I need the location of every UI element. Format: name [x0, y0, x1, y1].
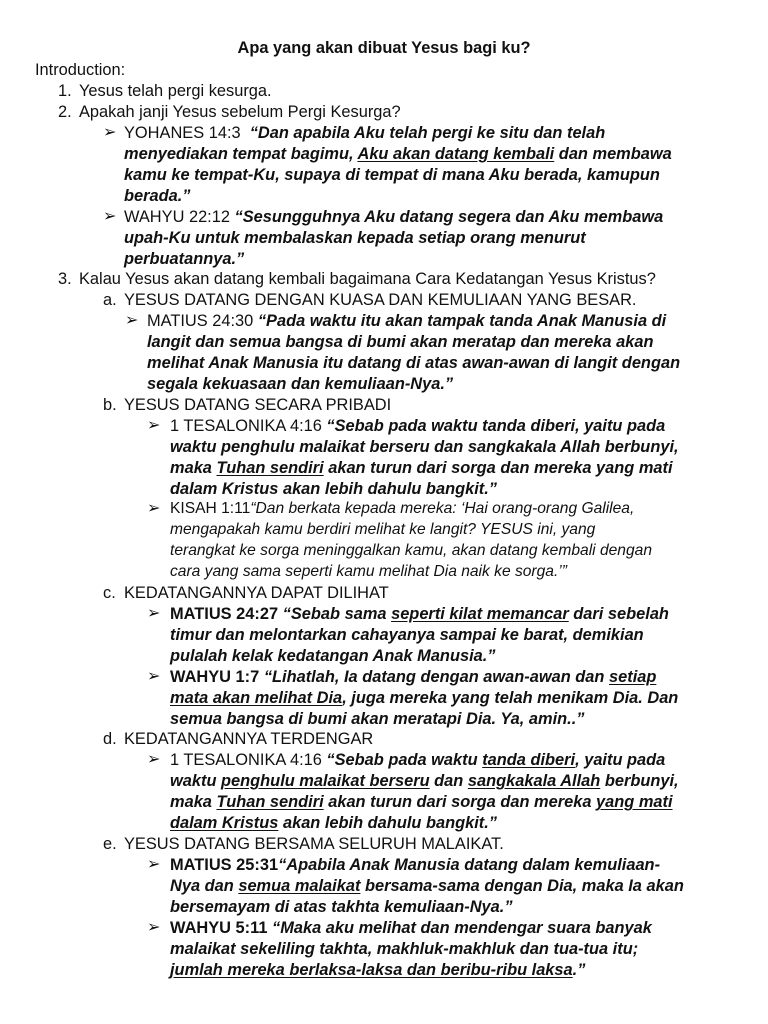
verse-line	[170, 855, 660, 876]
verse-ref: WAHYU 22:12	[124, 208, 230, 226]
verse-text: akan lebih dahulu bangkit.”	[278, 814, 497, 832]
verse-text: “Pada waktu itu akan tampak tanda Anak Manusia di	[257, 312, 667, 330]
verse-underlined: setiap	[609, 668, 657, 686]
verse-line: mengapakah kamu berdiri melihat ke langit? YESUS ini, yang	[170, 521, 596, 538]
verse-text: menyediakan tempat bagimu,	[124, 145, 358, 163]
verse-text: Nya dan	[170, 877, 239, 895]
verse-line	[124, 123, 605, 144]
verse-ref: MATIUS 24:30	[147, 312, 254, 330]
verse-line: kamu ke tempat-Ku, supaya di tempat di mana Aku berada, kamupun	[124, 166, 660, 184]
verse-text: “Sebab sama	[282, 605, 392, 623]
verse-text: , yaitu pada	[575, 751, 666, 769]
section-heading: KEDATANGANNYA TERDENGAR	[124, 730, 374, 748]
verse-line: langit dan semua bangsa di bumi akan meratap dan mereka akan	[147, 333, 654, 351]
verse-text	[326, 751, 665, 769]
verse-line	[170, 604, 669, 625]
verse-line: pulalah kelak kedatangan Anak Manusia.”	[170, 647, 496, 665]
section-heading: KEDATANGANNYA DAPAT DILIHAT	[124, 584, 389, 602]
verse-line	[170, 750, 665, 771]
bullet-arrow-icon: ➢	[125, 312, 139, 329]
bullet-arrow-icon: ➢	[147, 856, 161, 873]
verse-line: bersemayam di atas takhta kemuliaan-Nya.”	[170, 898, 513, 916]
verse-line: berada.”	[124, 187, 191, 205]
page-title: Apa yang akan dibuat Yesus bagi ku?	[237, 39, 531, 57]
bullet-arrow-icon: ➢	[103, 208, 117, 225]
verse-ref: MATIUS 25:31	[170, 856, 279, 874]
verse-line: segala kekuasaan dan kemuliaan-Nya.”	[147, 375, 454, 393]
verse-underlined: seperti kilat memancar	[391, 605, 569, 623]
verse-ref: 1 TESALONIKA 4:16	[170, 417, 322, 435]
verse-line	[170, 499, 634, 520]
verse-text: berbunyi,	[600, 772, 679, 790]
section-heading: YESUS DATANG BERSAMA SELURUH MALAIKAT.	[124, 835, 504, 853]
verse-line: malaikat sekeliling takhta, makhluk-makhluk dan tua-tua itu;	[170, 940, 639, 958]
verse-line: upah-Ku untuk membalaskan kepada setiap orang menurut	[124, 229, 586, 247]
verse-text: “Sebab pada waktu tanda diberi, yaitu pada	[326, 417, 666, 435]
verse-line: cara yang sama seperti kamu melihat Dia naik ke sorga.’”	[170, 563, 567, 580]
item-number: 2.	[58, 103, 72, 121]
verse-line	[170, 960, 585, 981]
verse-ref: YOHANES 14:3	[124, 124, 241, 142]
verse-text: maka	[170, 793, 217, 811]
verse-text: dan	[429, 772, 468, 790]
verse-ref: 1 TESALONIKA 4:16	[170, 751, 322, 769]
section-letter: c.	[103, 584, 116, 602]
section-letter: d.	[103, 730, 117, 748]
verse-underlined: yang mati	[596, 793, 673, 811]
verse-line	[170, 792, 673, 813]
verse-line	[170, 771, 679, 792]
verse-underlined: sangkakala Allah	[467, 772, 601, 790]
verse-text: “Maka aku melihat dan mendengar suara banyak	[272, 919, 652, 937]
verse-line	[170, 667, 656, 688]
verse-text: akan turun dari sorga dan mereka	[323, 793, 597, 811]
verse-line: perbuatannya.”	[124, 250, 245, 268]
bullet-arrow-icon: ➢	[103, 124, 117, 141]
verse-text: akan turun dari sorga dan mereka yang mati	[323, 459, 673, 477]
verse-underlined: mata akan melihat Dia	[170, 689, 343, 707]
verse-line	[170, 688, 678, 709]
verse-text: bersama-sama dengan Dia, maka Ia akan	[360, 877, 684, 895]
section-letter: a.	[103, 291, 117, 309]
verse-line: terangkat ke sorga meninggalkan kamu, akan datang kembali dengan	[170, 542, 652, 559]
bullet-arrow-icon: ➢	[147, 605, 161, 622]
verse-ref: WAHYU 5:11	[170, 919, 268, 937]
verse-text: waktu	[170, 772, 222, 790]
verse-line	[170, 918, 652, 939]
verse-line	[170, 813, 497, 834]
verse-line	[124, 144, 672, 165]
verse-line	[170, 458, 673, 479]
verse-text: “Lihatlah, Ia datang dengan awan-awan dan	[263, 668, 609, 686]
verse-line: melihat Anak Manusia itu datang di atas awan-awan di langit dengan	[147, 354, 681, 372]
verse-text: “Apabila Anak Manusia datang dalam kemuliaan-	[278, 856, 661, 874]
section-letter: b.	[103, 396, 117, 414]
verse-line	[170, 876, 684, 897]
verse-text: “Dan berkata kepada mereka: ‘Hai orang-orang Galilea,	[250, 500, 635, 517]
verse-underlined: tanda diberi	[482, 751, 576, 769]
verse-line	[170, 416, 665, 437]
intro-label: Introduction:	[35, 61, 126, 79]
verse-text: “Sebab pada waktu	[326, 751, 483, 769]
verse-underlined: jumlah mereka berlaksa-laksa dan beribu-ribu laksa	[170, 961, 573, 979]
verse-line: waktu penghulu malaikat berseru dan sangkakala Allah berbunyi,	[170, 438, 679, 456]
verse-text: maka	[170, 459, 217, 477]
verse-line	[124, 207, 663, 228]
verse-line: timur dan melontarkan cahayanya sampai ke barat, demikian	[170, 626, 644, 644]
verse-text: .”	[572, 961, 586, 979]
bullet-arrow-icon: ➢	[147, 919, 161, 936]
verse-text: dari sebelah	[568, 605, 669, 623]
item-number: 3.	[58, 270, 72, 288]
verse-underlined: penghulu malaikat berseru	[221, 772, 430, 790]
verse-underlined: dalam Kristus	[170, 814, 279, 832]
verse-text: “Sesungguhnya Aku datang segera dan Aku membawa	[234, 208, 664, 226]
verse-text: dan membawa	[554, 145, 672, 163]
section-letter: e.	[103, 835, 117, 853]
verse-underlined: Aku akan datang kembali	[357, 145, 555, 163]
bullet-arrow-icon: ➢	[147, 668, 161, 685]
section-heading: YESUS DATANG SECARA PRIBADI	[124, 396, 392, 414]
verse-line	[147, 311, 666, 332]
item-text: Apakah janji Yesus sebelum Pergi Kesurga?	[79, 103, 401, 121]
verse-ref: WAHYU 1:7	[170, 668, 260, 686]
item-number: 1.	[58, 82, 72, 100]
bullet-arrow-icon: ➢	[147, 500, 161, 517]
verse-ref: MATIUS 24:27	[170, 605, 279, 623]
bullet-arrow-icon: ➢	[147, 751, 161, 768]
verse-text	[283, 605, 669, 623]
section-heading: YESUS DATANG DENGAN KUASA DAN KEMULIAAN YANG BESAR.	[124, 291, 637, 309]
item-text: Yesus telah pergi kesurga.	[79, 82, 272, 100]
verse-text: “Dan apabila Aku telah pergi ke situ dan telah	[249, 124, 606, 142]
verse-line: dalam Kristus akan lebih dahulu bangkit.”	[170, 480, 497, 498]
verse-underlined: Tuhan sendiri	[216, 793, 324, 811]
item-text: Kalau Yesus akan datang kembali bagaimana Cara Kedatangan Yesus Kristus?	[79, 270, 656, 288]
verse-ref: KISAH 1:11	[170, 500, 251, 517]
verse-text	[264, 668, 657, 686]
verse-underlined: Tuhan sendiri	[216, 459, 324, 477]
verse-text: , juga mereka yang telah menikam Dia. Dan	[342, 689, 679, 707]
verse-underlined: semua malaikat	[238, 877, 361, 895]
verse-line: semua bangsa di bumi akan meratapi Dia. Ya, amin..”	[170, 710, 585, 728]
bullet-arrow-icon: ➢	[147, 417, 161, 434]
